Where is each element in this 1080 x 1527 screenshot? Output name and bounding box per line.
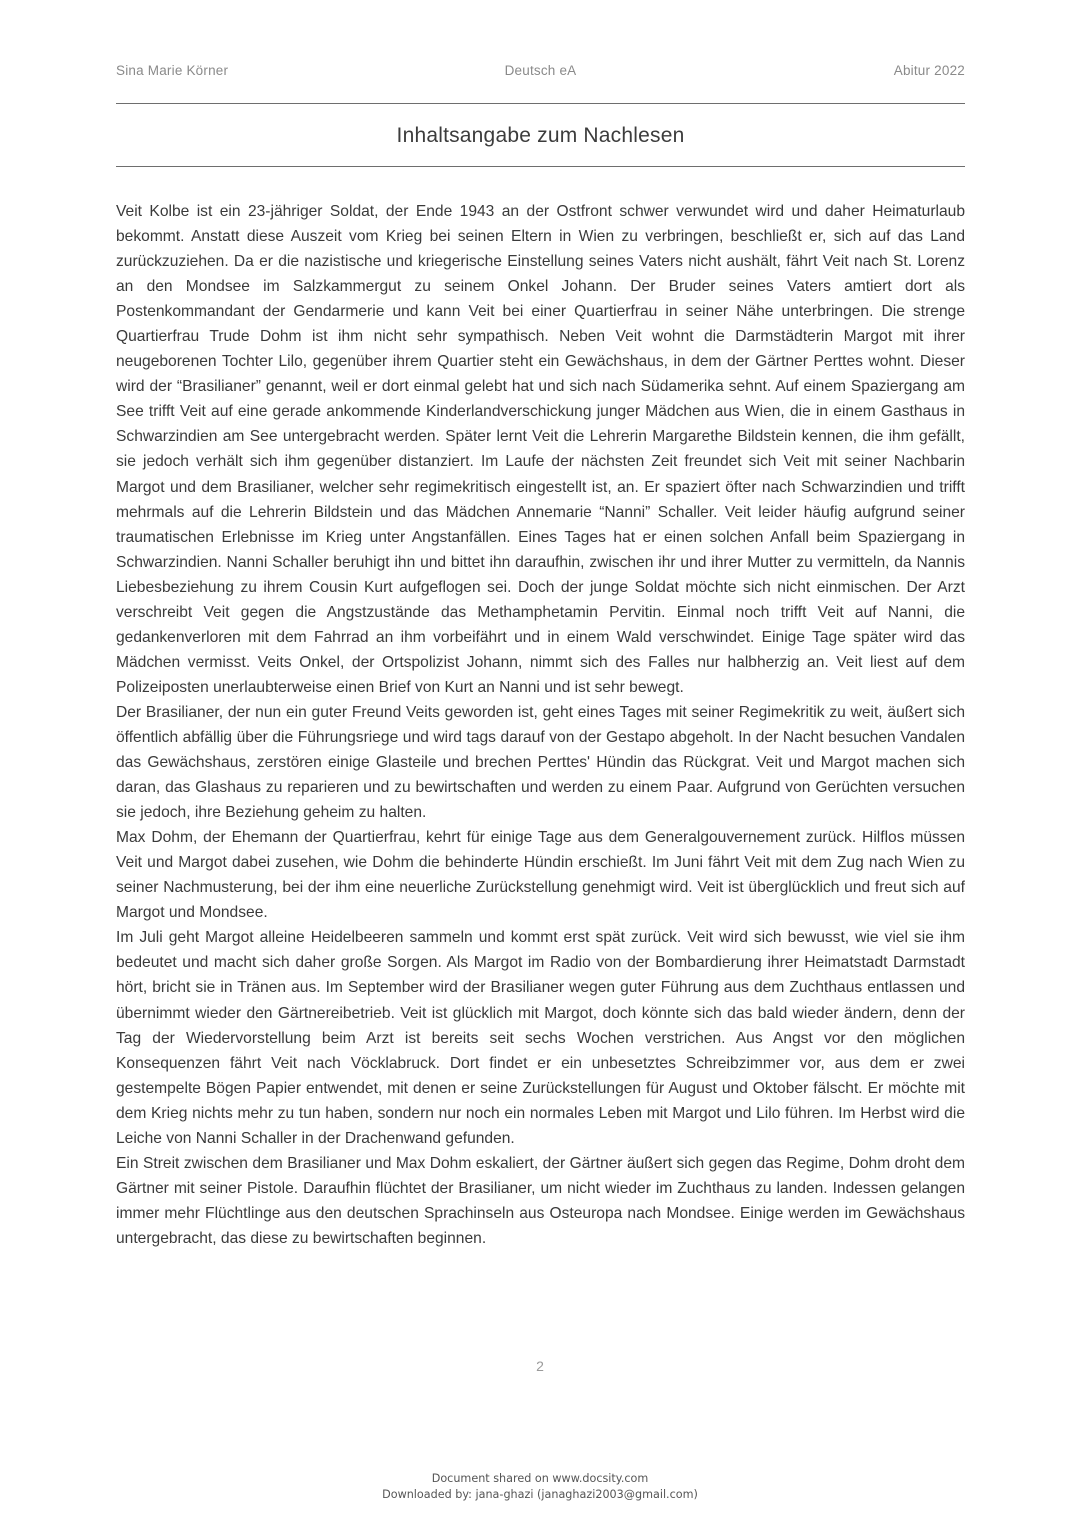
paragraph: Max Dohm, der Ehemann der Quartierfrau, kehrt für einige Tage aus dem Generalgouvernement zurück. Hilflos müssen Veit und Margot dabei zusehen, wie Dohm die behinderte Hündin erschießt. Im Juni fährt Veit mit dem Zug nach Wien zu seiner Nachmusterung, bei der ihm eine neuerliche Zurückstellung genehmigt wird. Veit ist überglücklich und freut sich auf Margot und Mondsee. (116, 829, 965, 922)
header-divider (116, 103, 965, 104)
footer-shared-line: Document shared on www.docsity.com (431, 1472, 649, 1485)
header-subject: Deutsch eA (504, 63, 577, 78)
download-footer (0, 1471, 1080, 1503)
paragraph: Ein Streit zwischen dem Brasilianer und Max Dohm eskaliert, der Gärtner äußert sich gegen das Regime, Dohm droht dem Gärtner mit seiner Pistole. Daraufhin flüchtet der Brasilianer, um nicht wieder im Zuchthaus zu landen. Indessen gelangen immer mehr Flüchtlinge aus den deutschen Sprachinseln aus Osteuropa nach Mondsee. Einige werden im Gewächshaus untergebracht, das diese zu bewirtschaften beginnen. (116, 1154, 965, 1247)
paragraph: Der Brasilianer, der nun ein guter Freund Veits geworden ist, geht eines Tages mit seiner Regimekritik zu weit, äußert sich öffentlich abfällig über die Führungsriege und wird tags darauf von der Gestapo abgeholt. In der Nacht besuchen Vandalen das Gewächshaus, zerstören einige Glasteile und brechen Perttes' Hündin das Rückgrat. Veit und Margot machen sich daran, das Glashaus zu reparieren und zu bewirtschaften und werden zu einem Paar. Aufgrund von Gerüchten versuchen sie jedoch, ihre Beziehung geheim zu halten. (116, 703, 965, 822)
header-author: Sina Marie Körner (116, 63, 229, 78)
document-title: Inhaltsangabe zum Nachlesen (396, 124, 685, 147)
page-number: 2 (536, 1358, 544, 1374)
title-divider (116, 166, 965, 167)
page-header (116, 63, 965, 83)
footer-downloaded-line: Downloaded by: jana-ghazi (janaghazi2003@gmail.com) (382, 1488, 698, 1501)
paragraph: Veit Kolbe ist ein 23-jähriger Soldat, der Ende 1943 an der Ostfront schwer verwundet wird und daher Heimaturlaub bekommt. Anstatt diese Auszeit vom Krieg bei seinen Eltern in Wien zu verbringen, beschließt er, sich auf das Land zurückzuziehen. Da er die nazistische und kriegerische Einstellung seines Vaters nicht aushält, fährt Veit nach St. Lorenz an den Mondsee im Salzkammergut zu seinem Onkel Johann. Der Bruder seines Vaters amtiert dort als Postenkommandant der Gendarmerie und kann Veit bei einer Quartierfrau in seiner Nähe unterbringen. Die strenge Quartierfrau Trude Dohm ist ihm nicht sehr sympathisch. Neben Veit wohnt die Darmstädterin Margot mit ihrer neugeborenen Tochter Lilo, gegenüber ihrem Quartier steht ein Gewächshaus, in dem der Gärtner Perttes wohnt. Dieser wird der “Brasilianer” genannt, weil er dort einmal gelebt hat und sich nach Südamerika sehnt. Auf einem Spaziergang am See trifft Veit auf eine gerade ankommende Kinderlandverschickung junger Mädchen aus Wien, die in einem Gasthaus in Schwarzindien am See untergebracht werden. Später lernt Veit die Lehrerin Margarethe Bildstein kennen, die ihm gefällt, sie jedoch verhält sich ihm gegenüber distanziert. Im Laufe der nächsten Zeit freundet sich Veit mit seiner Nachbarin Margot und dem Brasilianer, welcher sehr regimekritisch eingestellt ist, an. Er spaziert öfter nach Schwarzindien und trifft mehrmals auf die Lehrerin Bildstein und das Mädchen Annemarie “Nanni” Schaller. Veit leider häufig aufgrund seiner traumatischen Erlebnisse im Krieg unter Angstanfällen. Eines Tages hat er einen solchen Anfall beim Spaziergang in Schwarzindien. Nanni Schaller beruhigt ihn und bittet ihn daraufhin, zwischen ihr und ihrer Mutter zu vermitteln, da Nannis Liebesbeziehung zu ihrem Cousin Kurt aufgeflogen sei. Doch der junge Soldat möchte sich nicht einmischen. Der Arzt verschreibt Veit gegen die Angstzustände das Methamphetamin Pervitin. Einmal noch trifft Veit auf Nanni, die gedankenverloren mit dem Fahrrad an ihm vorbeifährt und in einem Wald verschwindet. Einige Tage später wird das Mädchen vermisst. Veits Onkel, der Ortspolizist Johann, nimmt sich des Falles nur halbherzig an. Veit liest auf dem Polizeiposten unerlaubterweise einen Brief von Kurt an Nanni und ist sehr bewegt. (116, 203, 965, 696)
header-exam: Abitur 2022 (893, 63, 965, 78)
summary-body (116, 199, 965, 1251)
paragraph: Im Juli geht Margot alleine Heidelbeeren sammeln und kommt erst spät zurück. Veit wird sich bewusst, wie viel sie ihm bedeutet und macht sich daher große Sorgen. Als Margot im Radio von der Bombardierung ihrer Heimatstadt Darmstadt hört, bricht sie in Tränen aus. Im September wird der Brasilianer wegen guter Führung aus dem Zuchthaus entlassen und übernimmt wieder den Gärtnereibetrieb. Veit ist glücklich mit Margot, doch könnte sich das bald wieder ändern, denn der Tag der Wiedervorstellung beim Arzt ist bereits seit sechs Wochen verstrichen. Aus Angst vor den möglichen Konsequenzen fährt Veit nach Vöcklabruck. Dort findet er ein unbesetztes Schreibzimmer vor, aus dem er zwei gestempelte Bögen Papier entwendet, mit denen er seine Zurückstellungen für August und Oktober fälscht. Er möchte mit dem Krieg nichts mehr zu tun haben, sondern nur noch ein normales Leben mit Margot und Lilo führen. Im Herbst wird die Leiche von Nanni Schaller in der Drachenwand gefunden. (116, 929, 965, 1147)
